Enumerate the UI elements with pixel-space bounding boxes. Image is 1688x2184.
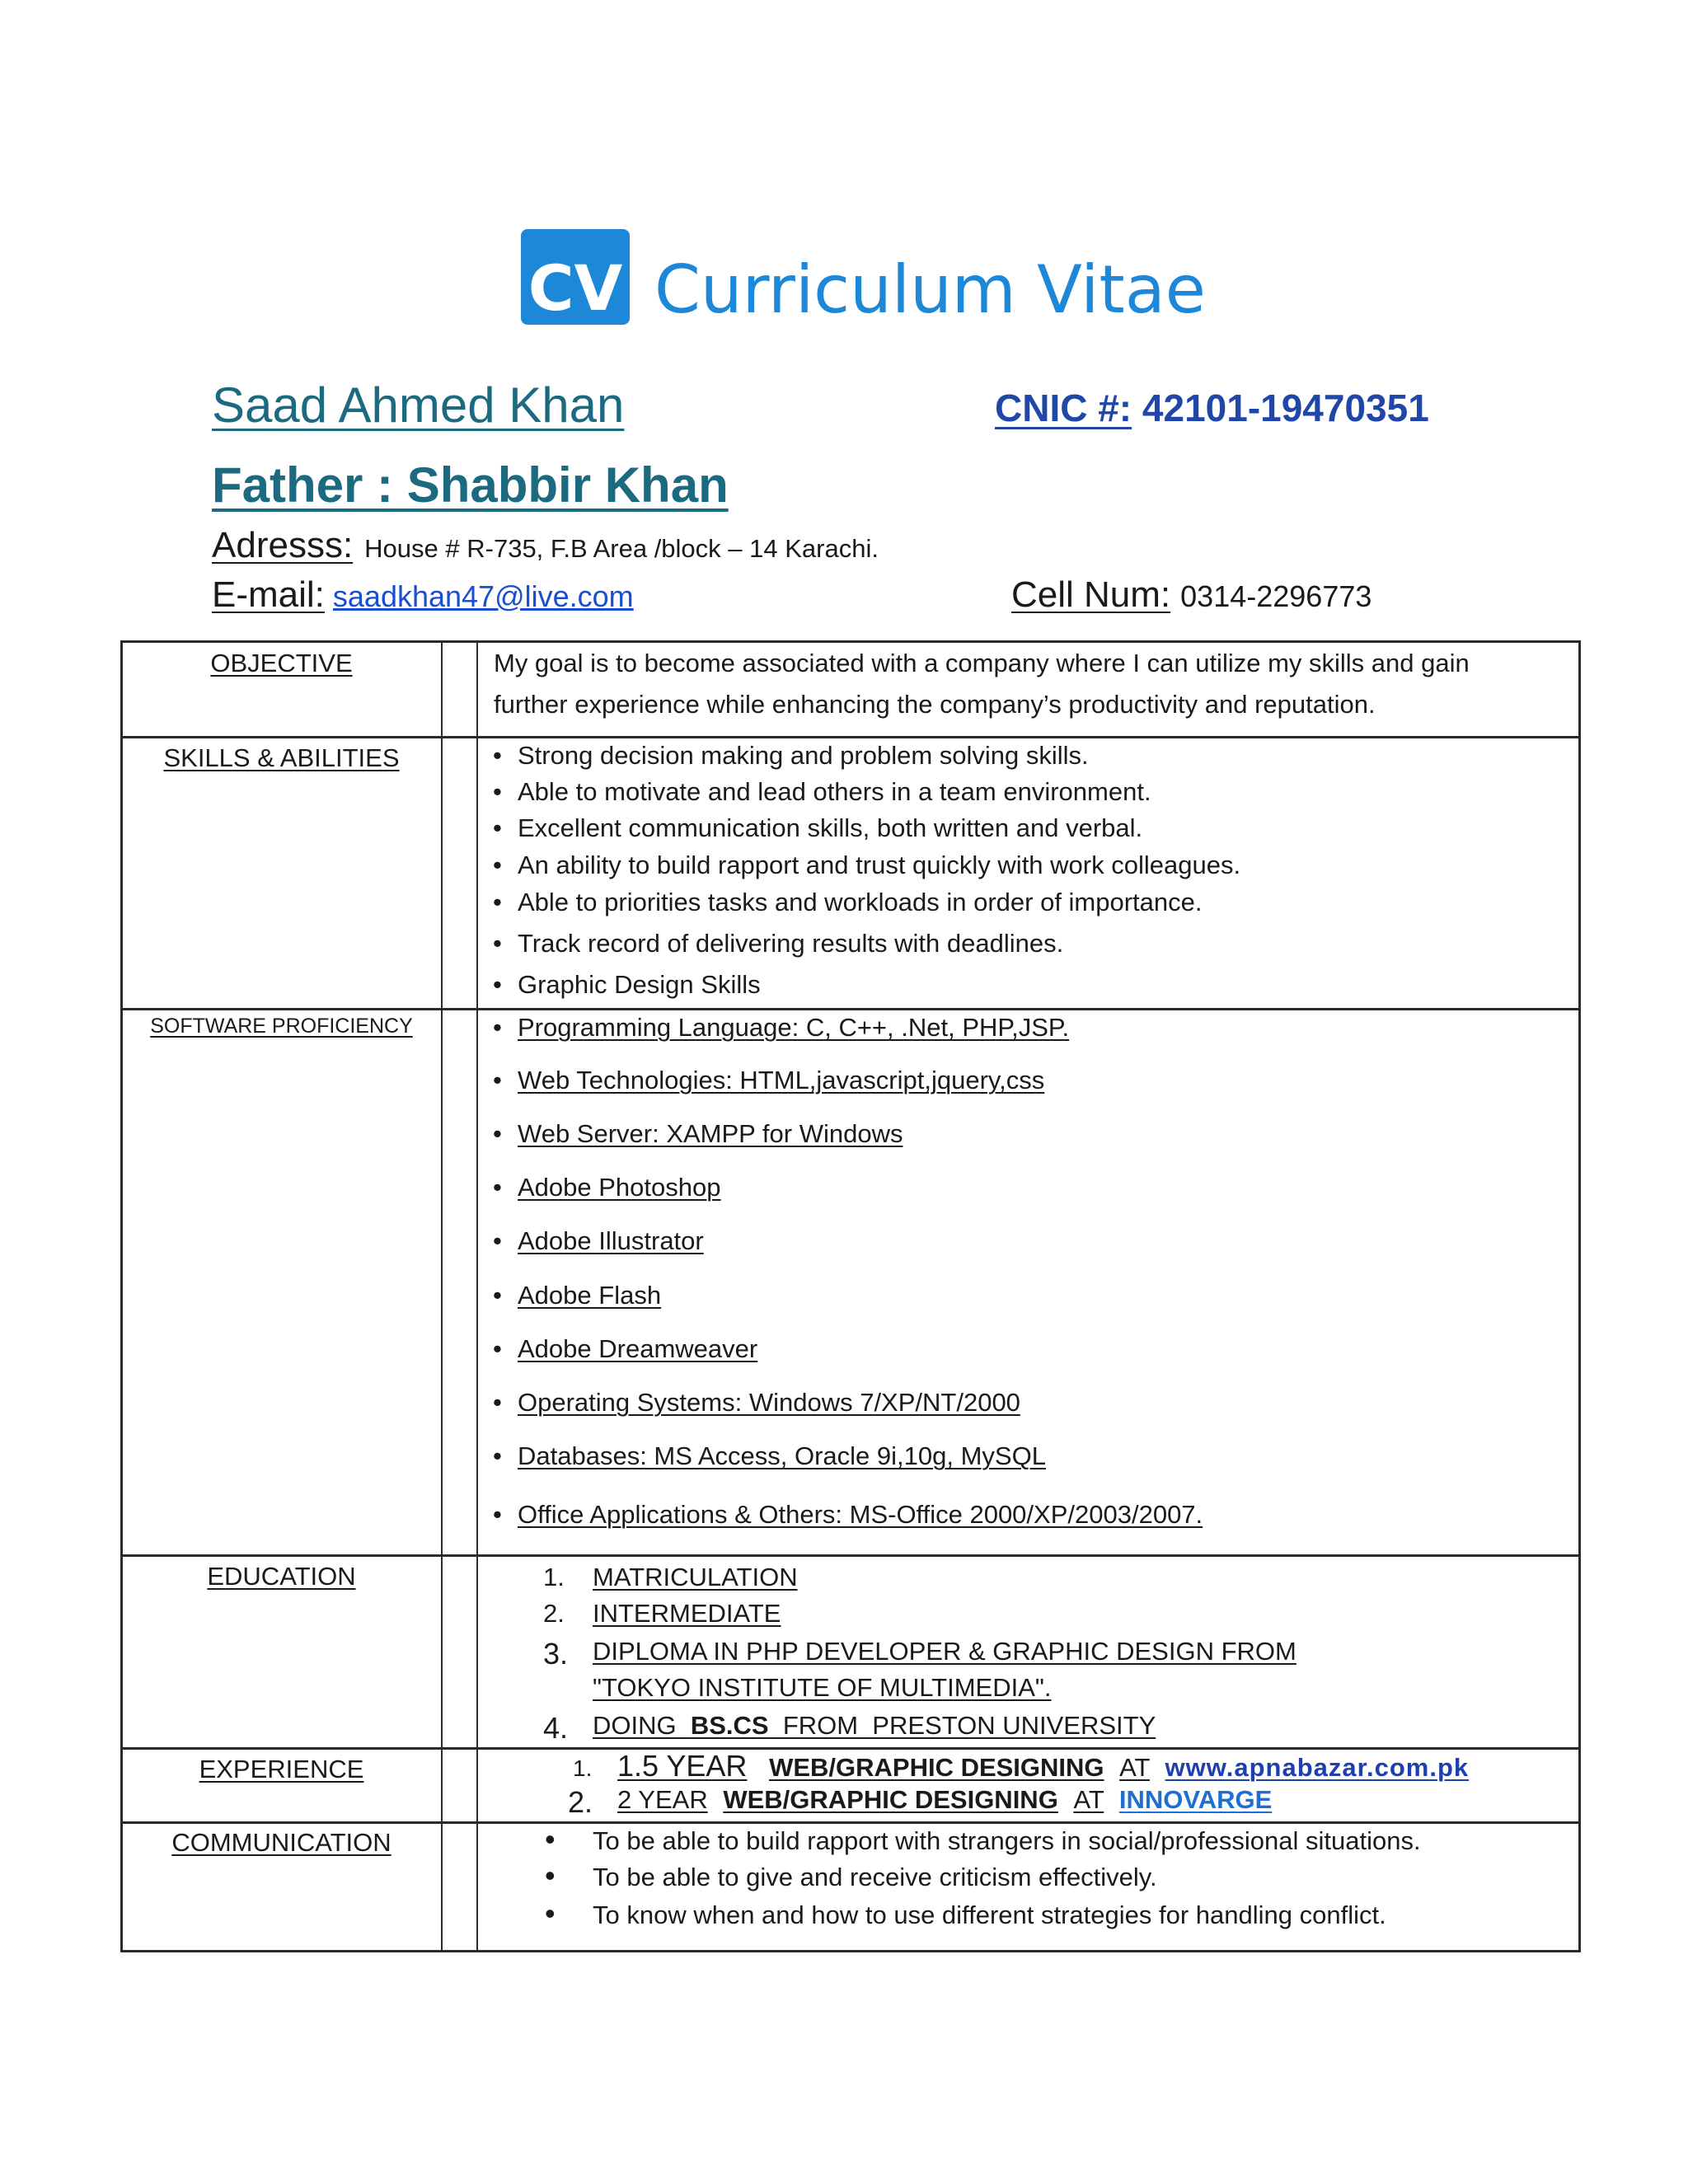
education-degree: BS.CS (690, 1711, 769, 1740)
objective-line: My goal is to become associated with a company where I can utilize my skills and gain (494, 649, 1470, 677)
education-text (593, 1711, 1156, 1740)
list-item: • Graphic Design Skills (493, 970, 761, 999)
cv-logo (521, 229, 630, 325)
skill-text: Strong decision making and problem solving skills. (518, 741, 1089, 770)
cv-logo-text: CV (528, 251, 623, 325)
objective-text (494, 643, 1565, 725)
list-item: • To be able to give and receive criticism effectively. (545, 1858, 1157, 1892)
objective-label: OBJECTIVE (210, 649, 353, 677)
objective-line: further experience while enhancing the company’s productivity and reputation. (494, 690, 1376, 719)
list-item: • Able to priorities tasks and workloads in order of importance. (493, 888, 1203, 916)
column-divider (441, 643, 443, 1950)
company-link[interactable]: www.apnabazar.com.pk (1165, 1753, 1470, 1782)
email-link[interactable]: saadkhan47@live.com (332, 579, 634, 613)
experience-at: AT (1119, 1753, 1150, 1782)
row-divider (123, 736, 1578, 738)
row-divider (123, 1821, 1578, 1824)
father-name: Father : Shabbir Khan (212, 457, 729, 513)
education-text: INTERMEDIATE (593, 1599, 781, 1628)
communication-text: To be able to build rapport with strangers in social/professional situations. (593, 1826, 1421, 1855)
list-item: • Adobe Flash (493, 1281, 662, 1310)
communication-label: COMMUNICATION (171, 1828, 392, 1857)
cell-number (1011, 574, 1372, 615)
experience-label: EXPERIENCE (199, 1755, 364, 1783)
list-item: • Excellent communication skills, both written and verbal. (493, 813, 1143, 842)
experience-years: 2 YEAR (617, 1785, 708, 1814)
software-text: Databases: MS Access, Oracle 9i,10g, MySQL (518, 1441, 1046, 1470)
software-text: Office Applications & Others: MS-Office 2000/XP/2003/2007. (518, 1500, 1203, 1529)
list-item: • Adobe Photoshop (493, 1173, 721, 1202)
item-number: 2. (568, 1785, 593, 1819)
item-number: 3. (543, 1637, 569, 1671)
email (212, 574, 634, 615)
list-item: • An ability to build rapport and trust quickly with work colleagues. (493, 851, 1241, 879)
company-name: INNOVARGE (1118, 1785, 1273, 1814)
skill-text: Able to priorities tasks and workloads in order of importance. (518, 888, 1203, 916)
list-item: • To be able to build rapport with strangers in social/professional situations. (545, 1822, 1421, 1856)
item-number: 1. (573, 1755, 593, 1781)
list-item: • To know when and how to use different strategies for handling conflict. (545, 1896, 1386, 1930)
list-item (573, 1749, 1470, 1785)
software-text: Web Technologies: HTML,javascript,jquery,css (518, 1066, 1045, 1094)
experience-role: WEB/GRAPHIC DESIGNING (769, 1753, 1104, 1782)
skills-list (493, 741, 1241, 1008)
item-number: 4. (543, 1711, 569, 1745)
item-number: 2. (543, 1599, 565, 1628)
row-divider (123, 1554, 1578, 1557)
cnic-value: 42101-19470351 (1142, 387, 1429, 429)
list-item: • Office Applications & Others: MS-Office 2000/XP/2003/2007. (493, 1500, 1203, 1529)
skill-text: Track record of delivering results with deadlines. (518, 929, 1064, 958)
education-label: EDUCATION (207, 1562, 356, 1591)
communication-list (545, 1822, 1421, 1938)
education-prefix: DOING (593, 1711, 691, 1740)
software-text: Adobe Dreamweaver (518, 1334, 758, 1363)
skill-text: Graphic Design Skills (518, 970, 761, 999)
cell-value: 0314-2296773 (1180, 579, 1372, 613)
row-divider (123, 1008, 1578, 1010)
skills-label: SKILLS & ABILITIES (163, 743, 400, 772)
software-text: Adobe Photoshop (518, 1173, 721, 1202)
document-title: Curriculum Vitae (654, 251, 1206, 328)
list-item (543, 1711, 1296, 1747)
column-divider (476, 643, 478, 1950)
list-item: • Web Server: XAMPP for Windows (493, 1119, 903, 1148)
software-text: Operating Systems: Windows 7/XP/NT/2000 (518, 1388, 1020, 1417)
software-text: Adobe Flash (518, 1281, 662, 1310)
list-item (543, 1563, 1296, 1599)
education-text: DIPLOMA IN PHP DEVELOPER & GRAPHIC DESIGN FROM (593, 1637, 1296, 1666)
cell-label: Cell Num: (1011, 574, 1171, 615)
education-suffix: FROM PRESTON UNIVERSITY (768, 1711, 1156, 1740)
list-item: • Operating Systems: Windows 7/XP/NT/2000 (493, 1388, 1020, 1417)
software-list (493, 1013, 1203, 1538)
item-number: 1. (543, 1563, 565, 1591)
communication-text: To be able to give and receive criticism effectively. (593, 1863, 1157, 1891)
address-value: House # R-735, F.B Area /block – 14 Karachi. (364, 534, 879, 563)
experience-list (568, 1749, 1470, 1821)
education-text: MATRICULATION (593, 1563, 798, 1591)
software-text: Web Server: XAMPP for Windows (518, 1119, 903, 1148)
list-item: • Adobe Illustrator (493, 1226, 704, 1255)
education-text: "TOKYO INSTITUTE OF MULTIMEDIA". (593, 1673, 1052, 1702)
address (212, 527, 879, 564)
software-text: Adobe Illustrator (518, 1226, 704, 1255)
list-item: • Adobe Dreamweaver (493, 1334, 758, 1363)
resume-table (120, 640, 1581, 1952)
education-list (543, 1563, 1296, 1747)
email-label: E-mail: (212, 574, 325, 615)
list-item: • Databases: MS Access, Oracle 9i,10g, MySQL (493, 1441, 1046, 1470)
list-item: • Track record of delivering results with deadlines. (493, 929, 1064, 958)
list-item: • Able to motivate and lead others in a team environment. (493, 777, 1151, 806)
experience-years: 1.5 YEAR (617, 1749, 748, 1783)
skill-text: An ability to build rapport and trust quickly with work colleagues. (518, 851, 1241, 879)
person-name: Saad Ahmed Khan (212, 377, 625, 433)
list-item (593, 1673, 1296, 1711)
address-label: Adresss: (212, 525, 354, 565)
list-item: • Programming Language: C, C++, .Net, PHP,JSP. (493, 1013, 1070, 1042)
software-label: SOFTWARE PROFICIENCY (150, 1015, 413, 1038)
list-item: • Web Technologies: HTML,javascript,jquery,css (493, 1066, 1045, 1094)
software-text: Programming Language: C, C++, .Net, PHP,JSP. (518, 1013, 1070, 1042)
list-item (568, 1785, 1469, 1821)
list-item (543, 1599, 1296, 1637)
skill-text: Excellent communication skills, both written and verbal. (518, 813, 1143, 842)
experience-at: AT (1073, 1785, 1104, 1814)
list-item: • Strong decision making and problem solving skills. (493, 741, 1089, 770)
experience-role: WEB/GRAPHIC DESIGNING (723, 1785, 1058, 1814)
list-item (543, 1637, 1296, 1673)
skill-text: Able to motivate and lead others in a team environment. (518, 777, 1151, 806)
cnic-label: CNIC #: (995, 387, 1132, 429)
cnic (995, 389, 1429, 427)
communication-text: To know when and how to use different strategies for handling conflict. (593, 1900, 1386, 1929)
